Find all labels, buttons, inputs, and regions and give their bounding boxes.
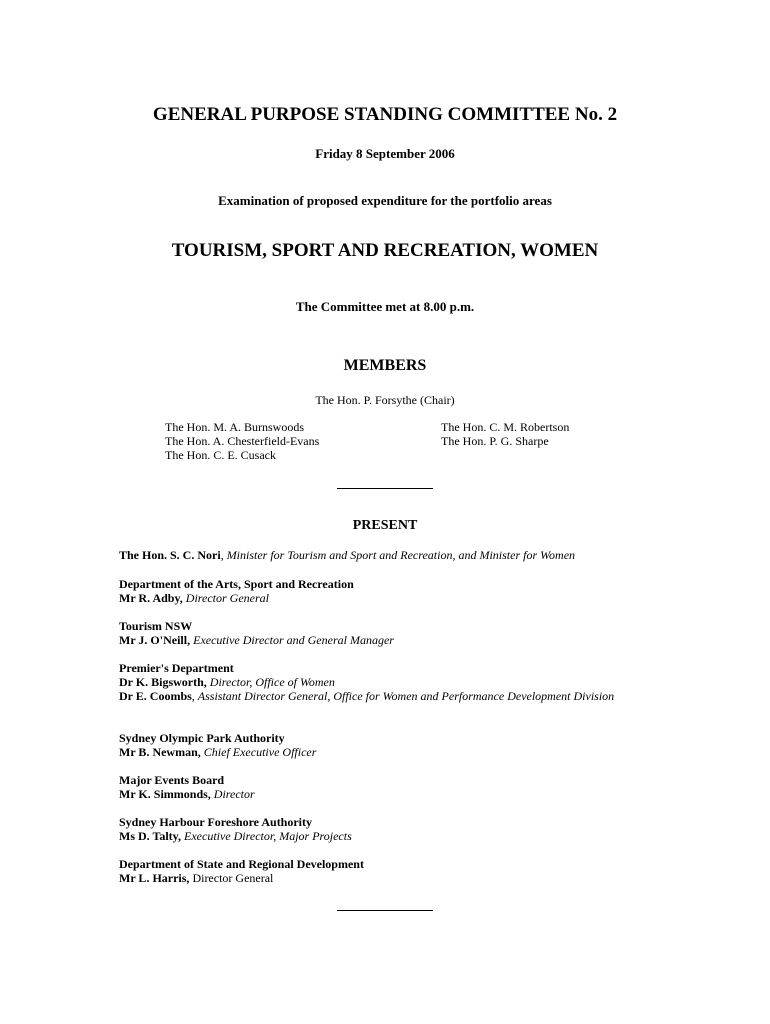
organisation-name: Sydney Olympic Park Authority	[119, 731, 285, 745]
organisation-name: Sydney Harbour Foreshore Authority	[119, 815, 313, 829]
person-name: Mr R. Adby,	[119, 591, 183, 605]
person-name: Ms D. Talty,	[119, 829, 182, 843]
person-role: Executive Director, Major Projects	[184, 829, 352, 843]
members-heading: MEMBERS	[343, 357, 427, 374]
person-name: Dr E. Coombs	[119, 689, 192, 703]
member-name: The Hon. A. Chesterfield-Evans	[165, 434, 320, 448]
person-role: Chief Executive Officer	[203, 745, 317, 759]
meeting-date: Friday 8 September 2006	[315, 146, 455, 161]
members-right-column	[441, 420, 569, 448]
organisation-name: Department of the Arts, Sport and Recreation	[119, 577, 354, 591]
person-role: Assistant Director General, Office for Women and Performance Development Division	[197, 689, 615, 703]
attendee-group	[119, 731, 653, 759]
attendee-group	[119, 577, 653, 605]
person-name: Mr K. Simmonds,	[119, 787, 211, 801]
meeting-time: The Committee met at 8.00 p.m.	[295, 299, 475, 314]
organisation-name: Department of State and Regional Development	[119, 857, 364, 871]
present-heading: PRESENT	[352, 518, 418, 533]
section-divider	[337, 488, 433, 489]
attendee-group	[119, 815, 653, 843]
attendee-group	[119, 857, 653, 885]
examination-line: Examination of proposed expenditure for the portfolio areas	[218, 193, 552, 208]
organisation-name: Major Events Board	[119, 773, 225, 787]
person-name: Mr B. Newman,	[119, 745, 201, 759]
section-divider	[337, 910, 433, 911]
member-name: The Hon. M. A. Burnswoods	[165, 420, 305, 434]
attendee-group	[119, 773, 653, 801]
attendee-group: Premier's Department Dr K. Bigsworth, Director, Office of Women Dr E. Coombs, Assistant Director General, Office for Women and Performance Development Division	[119, 661, 653, 703]
committee-title: GENERAL PURPOSE STANDING COMMITTEE No. 2	[152, 104, 618, 125]
member-name: The Hon. C. M. Robertson	[441, 420, 570, 434]
member-name: The Hon. C. E. Cusack	[165, 448, 276, 462]
person-role: Executive Director and General Manager	[193, 633, 394, 647]
person-name: The Hon. S. C. Nori	[119, 548, 221, 562]
person-role: Minister for Tourism and Sport and Recreation, and Minister for Women	[226, 548, 576, 562]
member-name: The Hon. P. G. Sharpe	[441, 434, 549, 448]
person-role: Director General	[192, 871, 274, 885]
organisation-name: Tourism NSW	[119, 619, 193, 633]
person-role: Director General	[185, 591, 269, 605]
members-left-column	[165, 420, 319, 462]
person-name: Mr J. O'Neill,	[119, 633, 191, 647]
attendee-group	[119, 619, 653, 647]
person-name: Dr K. Bigsworth,	[119, 675, 207, 689]
person-role: Director	[213, 787, 255, 801]
person-name: Mr L. Harris,	[119, 871, 190, 885]
person-role: Director, Office of Women	[209, 675, 335, 689]
members-chair: The Hon. P. Forsythe (Chair)	[315, 393, 455, 407]
organisation-name: Premier's Department	[119, 661, 234, 675]
minister-entry: The Hon. S. C. Nori, Minister for Tourism and Sport and Recreation, and Minister for Women	[119, 548, 576, 562]
portfolio-title: TOURISM, SPORT AND RECREATION, WOMEN	[171, 240, 599, 261]
